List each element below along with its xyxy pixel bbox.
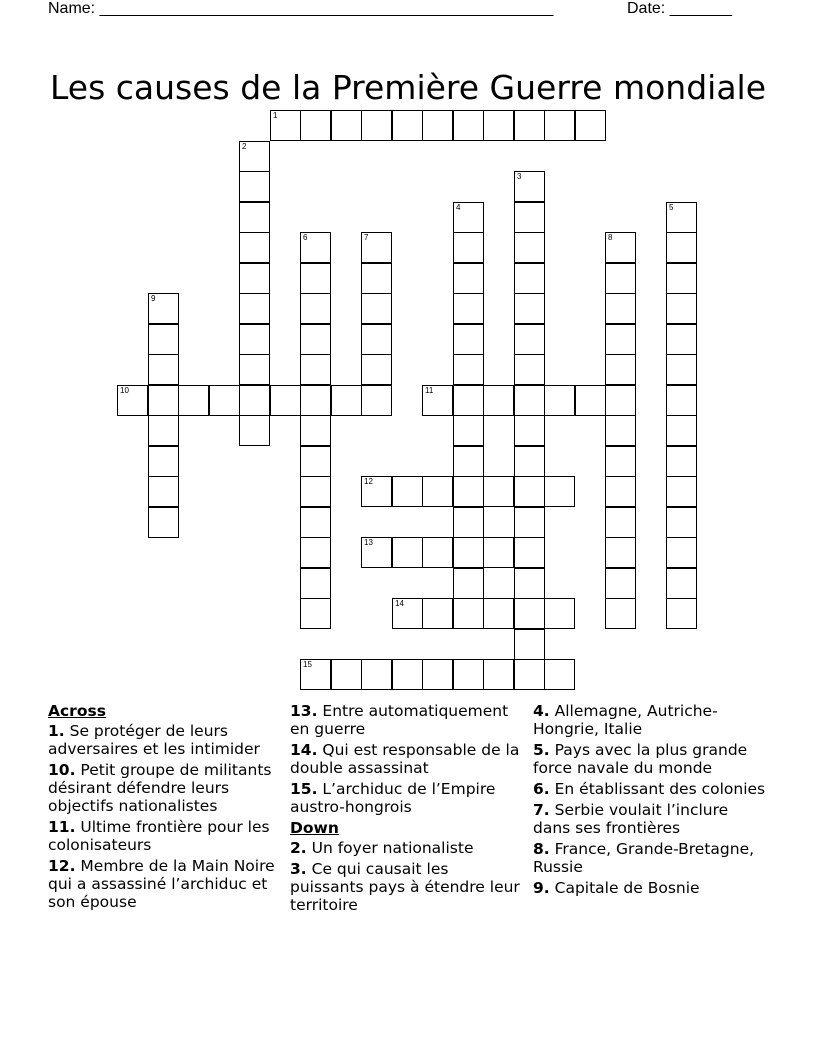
clue-number: 13 xyxy=(364,538,373,547)
clue-number: 7 xyxy=(364,233,369,242)
crossword-cell[interactable] xyxy=(453,415,484,446)
crossword-cell[interactable] xyxy=(483,659,514,690)
clue-number: 15 xyxy=(303,660,312,669)
clue-number: 14 xyxy=(395,599,404,608)
across-clue: 10. Petit groupe de militants désirant défendre leurs objectifs nationalistes xyxy=(48,761,272,815)
crossword-cell[interactable] xyxy=(453,568,484,599)
down-clue: 2. Un foyer nationaliste xyxy=(290,839,474,857)
crossword-cell[interactable] xyxy=(666,385,697,416)
crossword-cell[interactable] xyxy=(514,476,545,507)
crossword-cell[interactable] xyxy=(453,507,484,538)
crossword-cell[interactable] xyxy=(453,659,484,690)
crossword-cell[interactable] xyxy=(148,354,179,385)
crossword-cell[interactable] xyxy=(361,324,392,355)
down-clue: 4. Allemagne, Autriche-Hongrie, Italie xyxy=(533,702,718,738)
crossword-cell[interactable] xyxy=(453,446,484,477)
crossword-cell[interactable] xyxy=(483,537,514,568)
clue-number: 11 xyxy=(425,386,434,395)
crossword-cell[interactable] xyxy=(666,354,697,385)
crossword-cell[interactable] xyxy=(483,598,514,629)
crossword-cell[interactable] xyxy=(605,263,636,294)
crossword-cell[interactable] xyxy=(361,293,392,324)
crossword-cell[interactable] xyxy=(605,598,636,629)
down-heading: Down xyxy=(290,819,339,837)
crossword-cell[interactable] xyxy=(605,354,636,385)
name-field-label: Name: ___________________________________________________ xyxy=(48,0,554,17)
crossword-cell[interactable] xyxy=(239,385,270,416)
crossword-cell[interactable] xyxy=(148,385,179,416)
crossword-cell[interactable] xyxy=(361,354,392,385)
crossword-cell[interactable] xyxy=(575,110,606,141)
crossword-cell[interactable] xyxy=(300,446,331,477)
crossword-cell[interactable] xyxy=(453,598,484,629)
clue-number: 9 xyxy=(151,294,156,303)
crossword-cell[interactable] xyxy=(453,324,484,355)
crossword-cell[interactable] xyxy=(605,507,636,538)
crossword-cell[interactable] xyxy=(666,293,697,324)
crossword-cell[interactable] xyxy=(148,476,179,507)
clue-number: 3 xyxy=(517,172,522,181)
crossword-cell[interactable] xyxy=(666,232,697,263)
crossword-cell[interactable] xyxy=(514,537,545,568)
clues-column-2 xyxy=(290,702,526,917)
crossword-cell[interactable] xyxy=(514,385,545,416)
down-clue: 9. Capitale de Bosnie xyxy=(533,879,700,897)
across-clue: 13. Entre automatiquement en guerre xyxy=(290,702,509,738)
crossword-cell[interactable] xyxy=(514,324,545,355)
crossword-cell[interactable] xyxy=(666,476,697,507)
crossword-cell[interactable] xyxy=(514,568,545,599)
crossword-cell[interactable] xyxy=(666,507,697,538)
crossword-cell[interactable] xyxy=(361,537,392,568)
across-clue: 11. Ultime frontière pour les colonisateurs xyxy=(48,818,270,854)
crossword-cell[interactable] xyxy=(300,507,331,538)
crossword-cell[interactable] xyxy=(239,202,270,233)
crossword-cell[interactable] xyxy=(514,659,545,690)
crossword-cell[interactable] xyxy=(239,354,270,385)
down-clue: 8. France, Grande-Bretagne, Russie xyxy=(533,840,755,876)
crossword-cell[interactable] xyxy=(453,385,484,416)
crossword-cell[interactable] xyxy=(392,476,423,507)
crossword-cell[interactable] xyxy=(270,110,301,141)
crossword-cell[interactable] xyxy=(239,293,270,324)
crossword-cell[interactable] xyxy=(331,659,362,690)
crossword-cell[interactable] xyxy=(300,598,331,629)
crossword-cell[interactable] xyxy=(453,232,484,263)
crossword-cell[interactable] xyxy=(300,537,331,568)
crossword-cell[interactable] xyxy=(514,263,545,294)
crossword-cell[interactable] xyxy=(605,446,636,477)
down-clue: 7. Serbie voulait l’inclure dans ses frontières xyxy=(533,801,729,837)
crossword-cell[interactable] xyxy=(239,232,270,263)
crossword-cell[interactable] xyxy=(239,324,270,355)
crossword-cell[interactable] xyxy=(666,537,697,568)
crossword-cell[interactable] xyxy=(300,354,331,385)
crossword-cell[interactable] xyxy=(422,598,453,629)
crossword-cell[interactable] xyxy=(605,415,636,446)
crossword-cell[interactable] xyxy=(422,110,453,141)
crossword-cell[interactable] xyxy=(300,293,331,324)
crossword-cell[interactable] xyxy=(483,385,514,416)
crossword-cell[interactable] xyxy=(300,476,331,507)
clue-number: 1 xyxy=(273,111,278,120)
crossword-cell[interactable] xyxy=(361,263,392,294)
crossword-cell[interactable] xyxy=(300,232,331,263)
crossword-cell[interactable] xyxy=(300,110,331,141)
crossword-cell[interactable] xyxy=(239,415,270,446)
crossword-cell[interactable] xyxy=(453,263,484,294)
date-field-label: Date: _______ xyxy=(627,0,732,17)
crossword-cell[interactable] xyxy=(514,202,545,233)
down-clue: 5. Pays avec la plus grande force navale du monde xyxy=(533,741,748,777)
crossword-cell[interactable] xyxy=(666,202,697,233)
crossword-cell[interactable] xyxy=(361,110,392,141)
crossword-cell[interactable] xyxy=(514,293,545,324)
crossword-cell[interactable] xyxy=(666,415,697,446)
crossword-cell[interactable] xyxy=(666,446,697,477)
crossword-cell[interactable] xyxy=(514,171,545,202)
crossword-cell[interactable] xyxy=(300,263,331,294)
crossword-cell[interactable] xyxy=(422,385,453,416)
crossword-cell[interactable] xyxy=(453,293,484,324)
crossword-cell[interactable] xyxy=(514,110,545,141)
crossword-cell[interactable] xyxy=(453,354,484,385)
down-clue: 3. Ce qui causait les puissants pays à étendre leur territoire xyxy=(290,860,520,914)
clue-number: 6 xyxy=(303,233,308,242)
crossword-cell[interactable] xyxy=(422,659,453,690)
crossword-cell[interactable] xyxy=(666,598,697,629)
crossword-cell[interactable] xyxy=(514,629,545,660)
crossword-cell[interactable] xyxy=(544,659,575,690)
crossword-cell[interactable] xyxy=(300,659,331,690)
clue-number: 2 xyxy=(242,142,247,151)
crossword-cell[interactable] xyxy=(331,385,362,416)
crossword-cell[interactable] xyxy=(666,568,697,599)
crossword-cell[interactable] xyxy=(270,385,301,416)
page-title: Les causes de la Première Guerre mondiale xyxy=(49,68,767,108)
crossword-cell[interactable] xyxy=(514,446,545,477)
crossword-cell[interactable] xyxy=(666,263,697,294)
crossword-cell[interactable] xyxy=(148,324,179,355)
crossword-cell[interactable] xyxy=(605,476,636,507)
crossword-cell[interactable] xyxy=(544,476,575,507)
crossword-cell[interactable] xyxy=(300,415,331,446)
crossword-cell[interactable] xyxy=(392,110,423,141)
crossword-cell[interactable] xyxy=(514,232,545,263)
crossword-cell[interactable] xyxy=(148,415,179,446)
crossword-cell[interactable] xyxy=(483,476,514,507)
crossword-cell[interactable] xyxy=(575,385,606,416)
crossword-cell[interactable] xyxy=(148,507,179,538)
across-heading: Across xyxy=(48,702,106,720)
crossword-cell[interactable] xyxy=(361,476,392,507)
crossword-cell[interactable] xyxy=(148,293,179,324)
crossword-cell[interactable] xyxy=(514,598,545,629)
crossword-cell[interactable] xyxy=(605,385,636,416)
clue-number: 12 xyxy=(364,477,373,486)
crossword-cell[interactable] xyxy=(453,202,484,233)
crossword-cell[interactable] xyxy=(453,110,484,141)
clue-number: 5 xyxy=(669,203,674,212)
across-clue: 15. L’archiduc de l’Empire austro-hongrois xyxy=(290,780,496,816)
crossword-cell[interactable] xyxy=(361,232,392,263)
crossword-cell[interactable] xyxy=(422,537,453,568)
crossword-cell[interactable] xyxy=(300,568,331,599)
crossword-cell[interactable] xyxy=(605,568,636,599)
crossword-cell[interactable] xyxy=(605,324,636,355)
crossword-cell[interactable] xyxy=(666,324,697,355)
crossword-cell[interactable] xyxy=(453,476,484,507)
crossword-cell[interactable] xyxy=(178,385,209,416)
clue-number: 8 xyxy=(608,233,613,242)
crossword-cell[interactable] xyxy=(392,659,423,690)
crossword-cell[interactable] xyxy=(605,232,636,263)
clue-number: 10 xyxy=(120,386,129,395)
across-clue: 1. Se protéger de leurs adversaires et les intimider xyxy=(48,722,260,758)
crossword-cell[interactable] xyxy=(361,659,392,690)
across-clue: 12. Membre de la Main Noire qui a assassiné l’archiduc et son épouse xyxy=(48,857,275,911)
clue-number: 4 xyxy=(456,203,461,212)
crossword-cell[interactable] xyxy=(148,446,179,477)
crossword-cell[interactable] xyxy=(605,293,636,324)
crossword-cell[interactable] xyxy=(605,537,636,568)
crossword-cell[interactable] xyxy=(239,171,270,202)
crossword-cell[interactable] xyxy=(392,598,423,629)
crossword-cell[interactable] xyxy=(300,385,331,416)
crossword-cell[interactable] xyxy=(514,354,545,385)
clues-column-1 xyxy=(48,702,284,914)
crossword-cell[interactable] xyxy=(300,324,331,355)
clues-column-3 xyxy=(533,702,769,900)
crossword-cell[interactable] xyxy=(422,476,453,507)
crossword-cell[interactable] xyxy=(392,537,423,568)
crossword-cell[interactable] xyxy=(514,415,545,446)
crossword-cell[interactable] xyxy=(544,110,575,141)
across-clue: 14. Qui est responsable de la double assassinat xyxy=(290,741,520,777)
crossword-cell[interactable] xyxy=(331,110,362,141)
crossword-cell[interactable] xyxy=(209,385,240,416)
crossword-cell[interactable] xyxy=(514,507,545,538)
crossword-cell[interactable] xyxy=(544,385,575,416)
down-clue: 6. En établissant des colonies xyxy=(533,780,766,798)
crossword-cell[interactable] xyxy=(239,263,270,294)
crossword-cell[interactable] xyxy=(117,385,148,416)
crossword-cell[interactable] xyxy=(239,141,270,172)
crossword-cell[interactable] xyxy=(483,110,514,141)
crossword-cell[interactable] xyxy=(453,537,484,568)
crossword-cell[interactable] xyxy=(544,598,575,629)
crossword-cell[interactable] xyxy=(361,385,392,416)
